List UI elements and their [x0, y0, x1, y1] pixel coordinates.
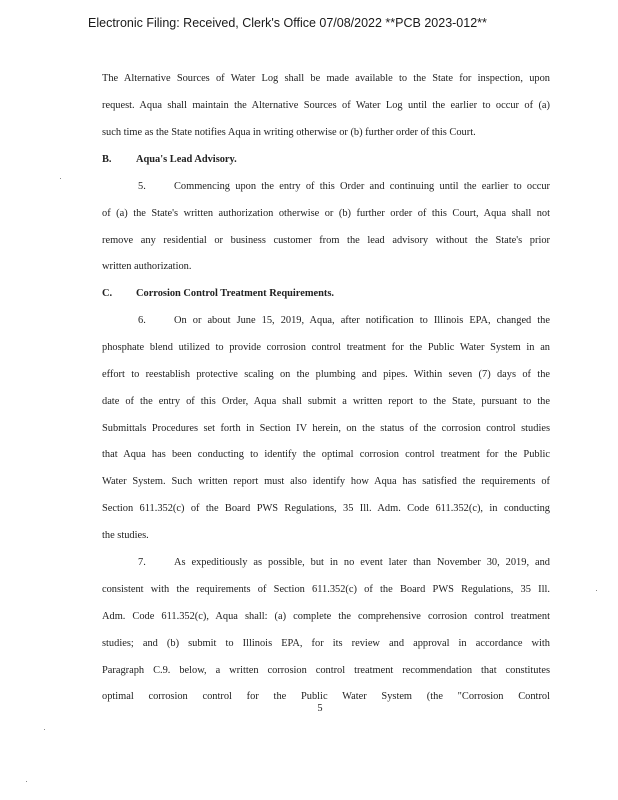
paragraph-5-text: Commencing upon the entry of this Order and continuing until the earlier to occur	[174, 181, 550, 192]
section-c-heading	[102, 287, 550, 301]
section-c-title: Corrosion Control Treatment Requirements.	[136, 288, 334, 299]
paragraph-7-line: Adm. Code 611.352(c), Aqua shall: (a) complete the comprehensive corrosion control treatment	[102, 611, 550, 622]
paragraph-6-line: Submittals Procedures set forth in Section IV herein, on the status of the corrosion control studies	[102, 423, 550, 434]
intro-line: request. Aqua shall maintain the Alternative Sources of Water Log until the earlier to occur of (a)	[102, 100, 550, 111]
scan-speck	[60, 178, 61, 179]
intro-line: The Alternative Sources of Water Log shall be made available to the State for inspection, upon	[102, 73, 550, 84]
paragraph-6-line: Water System. Such written report must also identify how Aqua has satisfied the requirements of	[102, 476, 550, 487]
paragraph-6-first-line	[102, 314, 550, 328]
paragraph-6-line: the studies.	[102, 530, 149, 541]
paragraph-6-text: On or about June 15, 2019, Aqua, after notification to Illinois EPA, changed the	[174, 315, 550, 326]
paragraph-6-line: Section 611.352(c) of the Board PWS Regulations, 35 Ill. Adm. Code 611.352(c), in conducting	[102, 503, 550, 514]
page-number: 5	[317, 703, 323, 714]
paragraph-7-line: consistent with the requirements of Section 611.352(c) of the Board PWS Regulations, 35 Ill.	[102, 584, 550, 595]
section-b-label: B.	[102, 154, 112, 165]
scan-speck	[596, 590, 597, 591]
paragraph-5-line: written authorization.	[102, 261, 192, 272]
paragraph-7-line: Paragraph C.9. below, a written corrosion control treatment recommendation that constitutes	[102, 665, 550, 676]
scan-speck	[26, 781, 27, 782]
paragraph-7-line: studies; and (b) submit to Illinois EPA, for its review and approval in accordance with	[102, 638, 550, 649]
paragraph-7-first-line	[102, 556, 550, 570]
paragraph-6-line: effort to reestablish protective scaling on the plumbing and pipes. Within seven (7) days of the	[102, 369, 550, 380]
filing-stamp-header: Electronic Filing: Received, Clerk's Office 07/08/2022 **PCB 2023-012**	[88, 16, 487, 30]
paragraph-5-number: 5.	[138, 181, 146, 192]
section-b-heading	[102, 153, 550, 167]
paragraph-5-line: of (a) the State's written authorization otherwise or (b) further order of this Court, Aqua shall not	[102, 208, 550, 219]
paragraph-6-line: that Aqua has been conducting to identify the optimal corrosion control treatment for the Public	[102, 449, 550, 460]
scan-speck	[44, 729, 45, 730]
paragraph-7-line: optimal corrosion control for the Public Water System (the "Corrosion Control	[102, 691, 550, 702]
paragraph-6-line: date of the entry of this Order, Aqua shall submit a written report to the State, pursuant to the	[102, 396, 550, 407]
paragraph-6-line: phosphate blend utilized to provide corrosion control treatment for the Public Water System in an	[102, 342, 550, 353]
paragraph-5-line: remove any residential or business customer from the lead advisory without the State's prior	[102, 235, 550, 246]
paragraph-5-first-line	[102, 180, 550, 194]
paragraph-7-text: As expeditiously as possible, but in no event later than November 30, 2019, and	[174, 557, 550, 568]
section-c-label: C.	[102, 288, 113, 299]
intro-line: such time as the State notifies Aqua in writing otherwise or (b) further order of this Court.	[102, 127, 476, 138]
paragraph-6-number: 6.	[138, 315, 146, 326]
section-b-title: Aqua's Lead Advisory.	[136, 154, 237, 165]
paragraph-7-number: 7.	[138, 557, 146, 568]
